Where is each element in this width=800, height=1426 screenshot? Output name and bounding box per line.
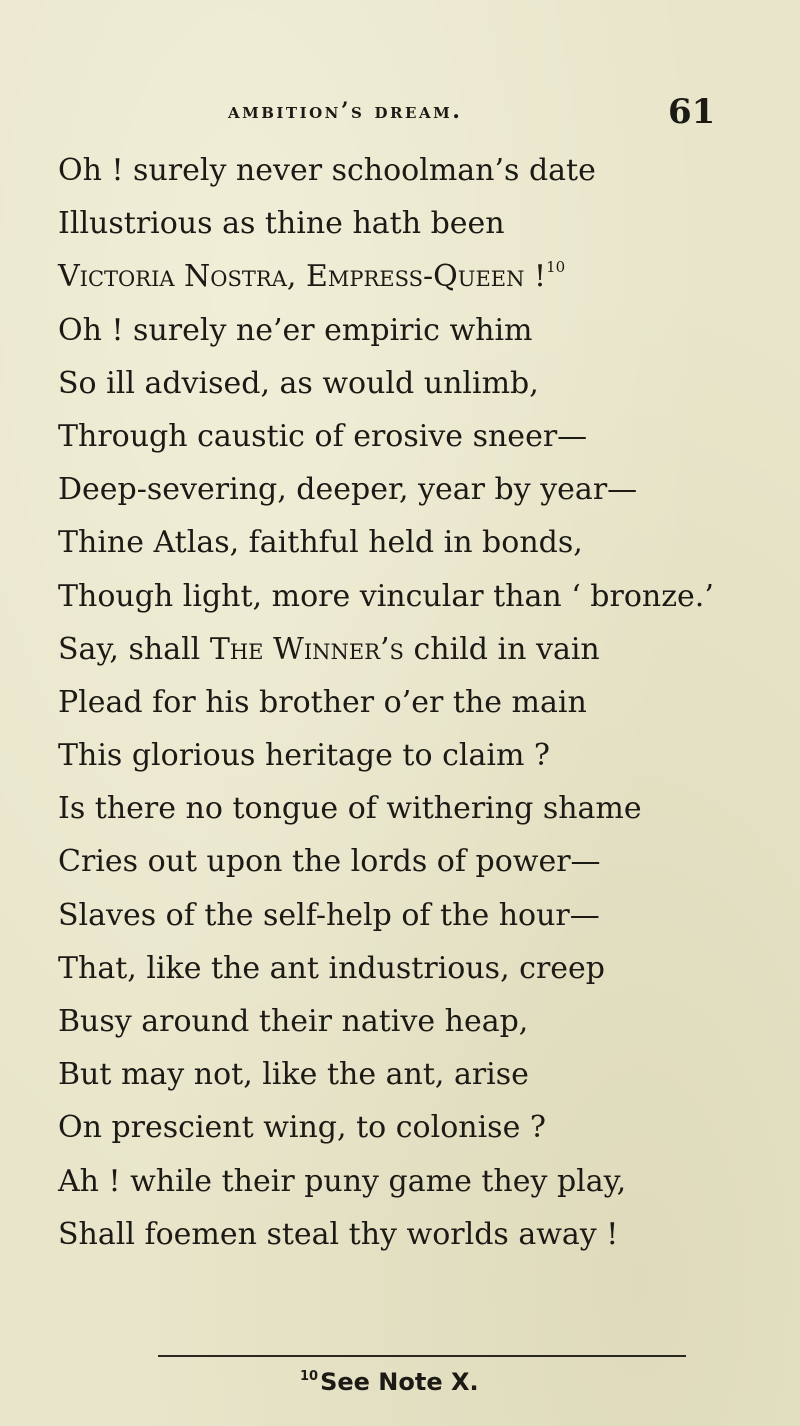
line-suffix: ! [524,259,547,295]
footnote-reference: 10 [546,258,566,277]
poem-line: This glorious heritage to claim ? [58,738,551,774]
poem-line: But may not, like the ant, arise [58,1057,529,1093]
poem-line: Is there no tongue of withering shame [58,791,642,827]
running-title: ambition’s dream. [228,98,463,124]
footnote [300,1368,479,1396]
poem-line: Deep-severing, deeper, year by year— [58,472,638,508]
poem-line [58,623,778,676]
poem-line: Busy around their native heap, [58,1004,529,1039]
poem-line: Cries out upon the lords of power— [58,844,601,880]
poem-line: Shall foemen steal thy worlds away ! [58,1216,619,1252]
page-number: 61 [668,92,716,132]
poem-line: Plead for his brother o’er the main [58,684,587,720]
poem-line: Thine Atlas, faithful held in bonds, [58,525,583,561]
line-prefix: Say, shall [58,631,210,667]
poem-line: Ah ! while their puny game they play, [58,1163,627,1199]
poem-line: Through caustic of erosive sneer— [58,418,588,454]
footnote-marker: 10 [300,1369,319,1384]
running-head [0,92,800,132]
footnote-text: See Note X. [320,1368,479,1396]
poem-line: Oh ! surely ne’er empiric whim [58,312,533,348]
poem-line: Though light, more vincular than ‘ bronze.’ [58,578,714,614]
poem-body [58,144,778,1261]
footnote-divider [158,1355,686,1357]
poem-line [58,250,778,303]
poem-line: Slaves of the self-help of the hour— [58,897,600,933]
poem-line: Illustrious as thine hath been [58,206,505,242]
poem-line: That, like the ant industrious, creep [58,950,606,986]
smallcaps-text: Victoria Nostra, Empress-Queen [58,259,525,295]
smallcaps-text: The Winner’s [209,631,404,667]
poem-line: Oh ! surely never schoolman’s date [58,153,596,188]
poem-line: On prescient wing, to colonise ? [58,1110,546,1146]
line-suffix: child in vain [403,631,600,667]
poem-line: So ill advised, as would unlimb, [58,365,539,401]
